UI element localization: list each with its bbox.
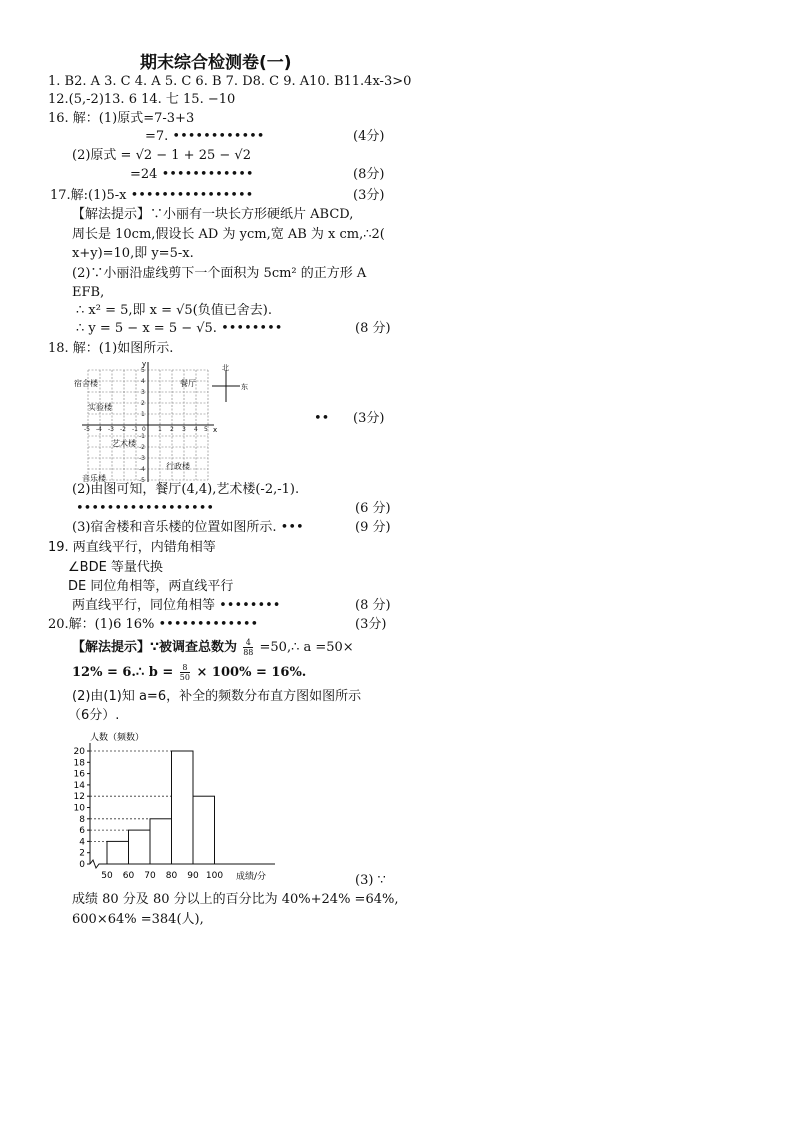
y-tick-label: 12	[73, 792, 85, 803]
q20-line-1: 20.解：(1)6 16% •••••••••••••	[48, 617, 259, 632]
q19-score: (8 分)	[355, 598, 391, 613]
q20-hint-prefix: 【解法提示】∵被调查总数为	[72, 640, 238, 655]
x-tick: 3	[182, 426, 186, 433]
q20-score-1: (3分)	[355, 617, 387, 632]
q17-hint-2: 周长是 10cm,假设长 AD 为 ycm,宽 AB 为 x cm,∴2(	[72, 227, 385, 242]
x-tick: -3	[108, 426, 114, 433]
q17-line-4: ∴ x² = 5,即 x = √5(负值已舍去).	[76, 303, 272, 318]
q20-line-3: （6分）.	[68, 708, 120, 723]
histogram-bar	[193, 796, 215, 864]
y-tick-label: 2	[79, 848, 85, 859]
q20-line-6: 600×64% =384(人),	[72, 912, 204, 927]
y-tick: -3	[139, 455, 145, 462]
q20-hint-2	[72, 663, 306, 682]
q17-line-1: 17.解:(1)5-x ••••••••••••••••	[50, 188, 254, 203]
map-label-music: 音乐楼	[82, 474, 106, 483]
y-tick: 4	[141, 378, 145, 385]
x-tick: 2	[170, 426, 174, 433]
histogram-ylabel: 人数（频数）	[90, 733, 145, 743]
q19-line-3: DE 同位角相等，两直线平行	[68, 579, 234, 594]
x-tick: -2	[120, 426, 126, 433]
frac-num: 8	[182, 663, 188, 672]
y-tick-label: 0	[79, 860, 85, 870]
q17-score-1: (3分)	[353, 188, 385, 203]
q17-line-2: (2)∵小丽沿虚线剪下一个面积为 5cm² 的正方形 A	[72, 266, 367, 281]
q18-line-4: (3)宿舍楼和音乐楼的位置如图所示. •••	[72, 520, 304, 535]
y-tick-label: 4	[79, 837, 85, 848]
q18-score-3: (9 分)	[355, 520, 391, 535]
q16-line-3: (2)原式 = √2 − 1 + 25 − √2	[72, 148, 251, 163]
x-tick: -5	[84, 426, 90, 433]
y-tick: -5	[139, 477, 145, 484]
q20-hint2-suffix: × 100% = 16%.	[196, 665, 307, 680]
q16-line-1: 16. 解：(1)原式=7-3+3	[48, 111, 195, 126]
frac-den: 88	[243, 648, 254, 657]
q20-hint-suffix: =50,∴ a =50×	[259, 640, 354, 655]
q18-line-2: (2)由图可知，餐厅(4,4),艺术楼(-2,-1).	[72, 482, 300, 497]
y-tick-label: 6	[79, 826, 85, 837]
x-tick-label: 100	[205, 871, 224, 881]
frac-num: 4	[245, 638, 251, 647]
y-tick-label: 8	[79, 814, 85, 825]
compass-icon	[208, 362, 258, 406]
x-tick: 5	[204, 426, 208, 433]
answer-line-2: 12.(5,-2)13. 6 14. 七 15. −10	[48, 92, 236, 107]
q18-line-3: ••••••••••••••••••	[76, 501, 215, 516]
histogram-bar	[129, 830, 151, 864]
x-tick-label: 50	[101, 871, 113, 881]
x-tick-label: 70	[144, 871, 156, 881]
map-label-art: 艺术楼	[112, 439, 136, 448]
histogram-bar	[150, 819, 172, 864]
q20-hint2-prefix: 12% = 6.∴ b =	[72, 665, 174, 680]
q16-score-2: (8分)	[353, 167, 385, 182]
answer-line-1: 1. B2. A 3. C 4. A 5. C 6. B 7. D8. C 9. A10. B11.4x-3>0	[48, 74, 412, 89]
map-y-label: y	[142, 360, 147, 368]
y-tick: 3	[141, 389, 145, 396]
histogram-bar	[172, 751, 194, 864]
map-label-admin: 行政楼	[166, 462, 190, 471]
map-label-restaurant: 餐厅	[180, 379, 196, 388]
q20-line-2: (2)由(1)知 a=6，补全的频数分布直方图如图所示	[72, 689, 362, 704]
x-tick: -1	[132, 426, 138, 433]
x-tick-label: 80	[165, 871, 178, 881]
q20-line-5: 成绩 80 分及 80 分以上的百分比为 40%+24% =64%,	[72, 892, 399, 907]
x-tick: -4	[96, 426, 102, 433]
q17-score-2: (8 分)	[355, 321, 391, 336]
compass-north: 北	[222, 364, 229, 372]
q18-score-1: (3分)	[353, 411, 385, 426]
y-tick: 5	[141, 367, 145, 374]
q17-line-5: ∴ y = 5 − x = 5 − √5. ••••••••	[76, 321, 283, 336]
y-tick-label: 18	[73, 758, 85, 769]
x-tick: 4	[194, 426, 198, 433]
q16-score-1: (4分)	[353, 129, 385, 144]
q18-line-1: 18. 解：(1)如图所示.	[48, 341, 174, 356]
q20-line-4: (3) ∵	[355, 873, 386, 888]
y-tick-label: 20	[73, 747, 85, 757]
y-tick: 1	[141, 411, 145, 418]
histogram-bar	[107, 841, 129, 864]
x-tick: 1	[158, 426, 162, 433]
fraction-8-50	[180, 663, 190, 682]
q16-line-2: =7. ••••••••••••	[145, 129, 265, 144]
map-x-label: x	[213, 426, 218, 434]
y-tick: -2	[139, 444, 145, 451]
x-tick-label: 60	[122, 871, 135, 881]
x-tick-label: 90	[187, 871, 199, 881]
q18-dots: ••	[314, 411, 330, 426]
page-title: 期末综合检测卷(一)	[140, 53, 292, 73]
y-tick: -4	[139, 466, 145, 473]
y-tick-label: 14	[73, 780, 85, 791]
q17-hint-1: 【解法提示】∵小丽有一块长方形硬纸片 ABCD,	[72, 207, 354, 222]
histogram-xlabel: 成绩/分	[236, 872, 267, 882]
q17-hint-3: x+y)=10,即 y=5-x.	[72, 246, 194, 261]
fraction-4-88	[243, 638, 253, 657]
compass-east: 东	[241, 383, 248, 391]
q19-line-1: 19. 两直线平行，内错角相等	[48, 540, 216, 555]
y-tick-label: 10	[73, 803, 85, 814]
y-tick-label: 16	[73, 769, 85, 780]
frac-den: 50	[179, 673, 190, 682]
q20-hint-1	[72, 638, 354, 657]
map-x-ticks	[84, 426, 208, 433]
q16-line-4: =24 ••••••••••••	[130, 167, 254, 182]
map-label-lab: 实验楼	[88, 403, 112, 412]
y-tick: 2	[141, 400, 145, 407]
x-tick: 0	[142, 426, 146, 433]
y-tick: -1	[139, 433, 145, 440]
q19-line-2: ∠BDE 等量代换	[68, 560, 163, 575]
frequency-histogram	[60, 727, 290, 882]
q19-line-4: 两直线平行，同位角相等 ••••••••	[72, 598, 281, 613]
q17-line-3: EFB,	[72, 285, 105, 300]
map-label-dorm: 宿舍楼	[74, 379, 98, 388]
q18-score-2: (6 分)	[355, 501, 391, 516]
